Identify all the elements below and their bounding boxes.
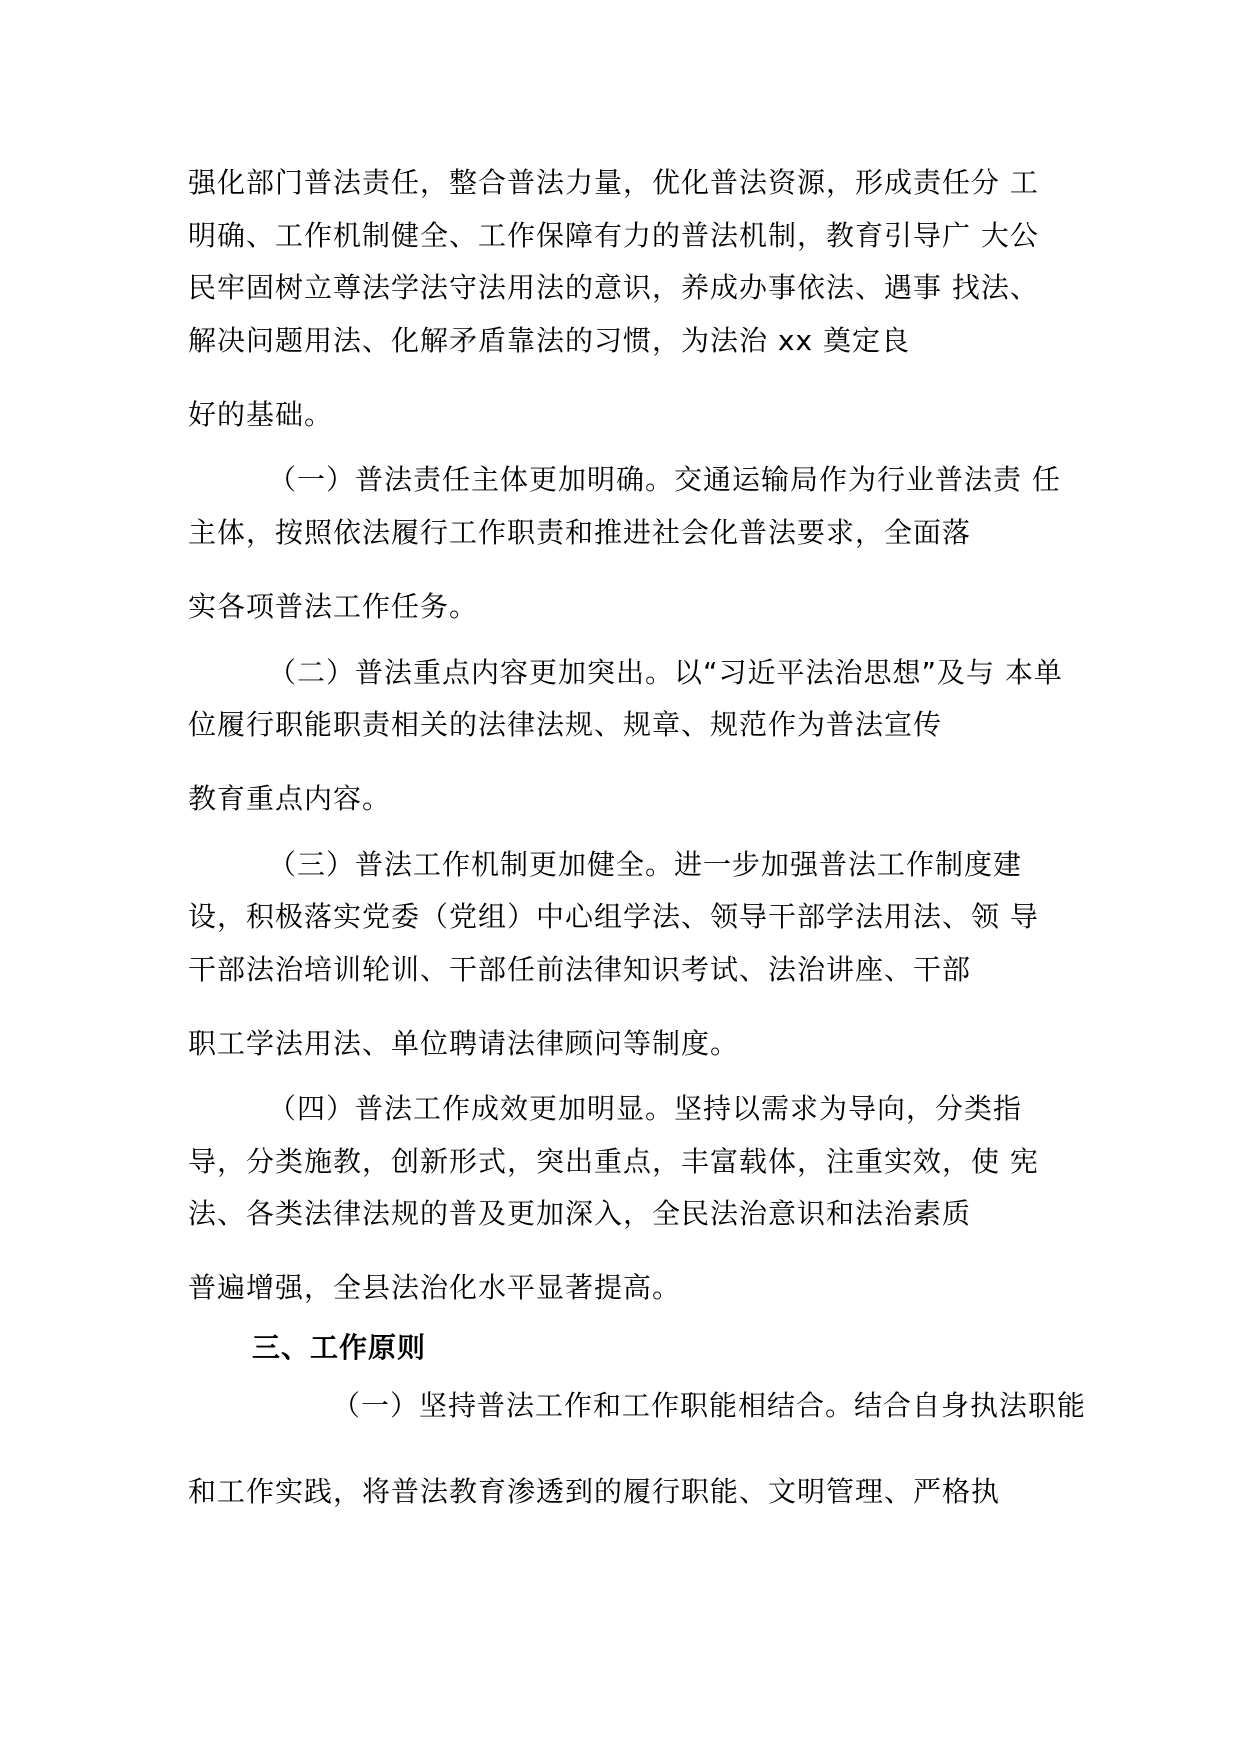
body-text-line: 设，积极落实党委（党组）中心组学法、领导干部学法用法、领 导 bbox=[188, 900, 1039, 933]
body-text-line: 民牢固树立尊法学法守法用法的意识，养成办事依法、遇事 找法、 bbox=[188, 271, 1039, 304]
body-text-line: 位履行职能职责相关的法律法规、规章、规范作为普法宣传 bbox=[188, 708, 943, 741]
section-item-2-heading: （二）普法重点内容更加突出。以“习近平法治思想”及与 本单 bbox=[268, 656, 1063, 689]
body-text-line: 强化部门普法责任，整合普法力量，优化普法资源，形成责任分 工 bbox=[188, 166, 1039, 199]
body-text-line: 主体，按照依法履行工作职责和推进社会化普法要求，全面落 bbox=[188, 516, 972, 549]
body-text-line: 普遍增强，全县法治化水平显著提高。 bbox=[188, 1271, 682, 1304]
body-text-line: 实各项普法工作任务。 bbox=[188, 590, 479, 623]
body-text-line: 解决问题用法、化解矛盾靠法的习惯，为法治 xx 奠定良 bbox=[188, 324, 910, 357]
body-text-line: 教育重点内容。 bbox=[188, 782, 392, 815]
principle-item-1-heading: （一）坚持普法工作和工作职能相结合。结合自身执法职能 bbox=[332, 1389, 1087, 1422]
body-text-line: 职工学法用法、单位聘请法律顾问等制度。 bbox=[188, 1027, 740, 1060]
body-text-line: 好的基础。 bbox=[188, 398, 334, 431]
section-heading-3: 三、工作原则 bbox=[252, 1331, 427, 1364]
body-text-line: 导，分类施教，创新形式，突出重点，丰富载体，注重实效，使 宪 bbox=[188, 1145, 1039, 1178]
body-text-line: 明确、工作机制健全、工作保障有力的普法机制，教育引导广 大公 bbox=[188, 219, 1039, 252]
section-item-4-heading: （四）普法工作成效更加明显。坚持以需求为导向，分类指 bbox=[268, 1092, 1023, 1125]
body-text-line: 法、各类法律法规的普及更加深入，全民法治意识和法治素质 bbox=[188, 1197, 972, 1230]
section-item-1-heading: （一）普法责任主体更加明确。交通运输局作为行业普法责 任 bbox=[268, 463, 1061, 496]
body-text-line: 干部法治培训轮训、干部任前法律知识考试、法治讲座、干部 bbox=[188, 953, 972, 986]
section-item-3-heading: （三）普法工作机制更加健全。进一步加强普法工作制度建 bbox=[268, 848, 1023, 881]
body-text-line: 和工作实践，将普法教育渗透到的履行职能、文明管理、严格执 bbox=[188, 1475, 1001, 1508]
